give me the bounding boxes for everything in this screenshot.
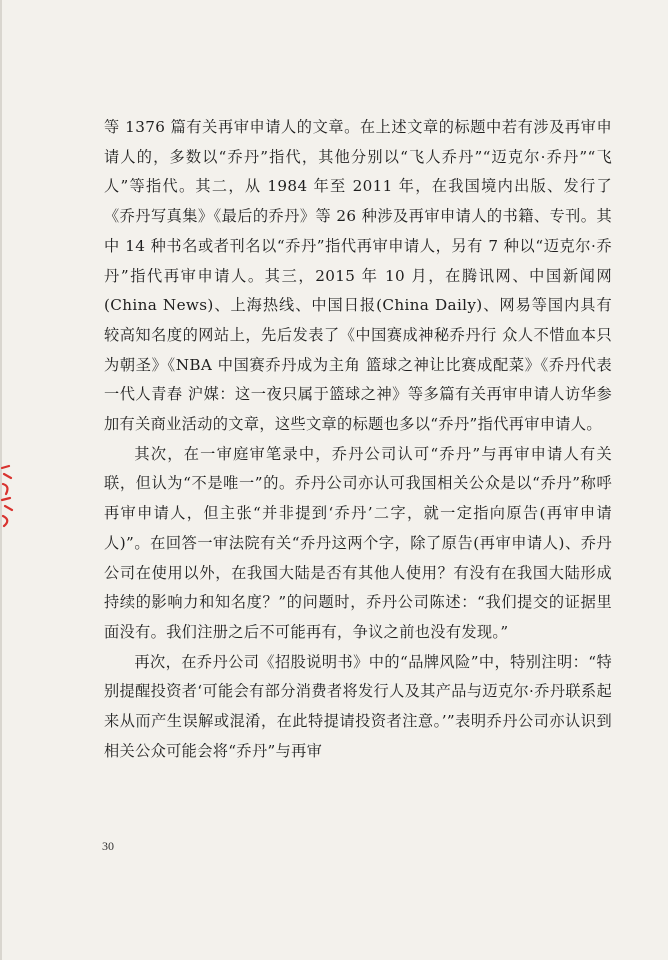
- paragraph-3: 再次，在乔丹公司《招股说明书》中的“品牌风险”中，特别注明：“特别提醒投资者‘可能会有部分消费者将发行人及其产品与迈克尔·乔丹联系起来从而产生误解或混淆，在此特提请投资者注意。’”表明乔丹公司亦认识到相关公众可能会将“乔丹”与再审: [104, 652, 612, 760]
- paragraph-1: 等 1376 篇有关再审申请人的文章。在上述文章的标题中若有涉及再审申请人的，多数以“乔丹”指代，其他分别以“飞人乔丹”“迈克尔·乔丹”“飞人”等指代。其二，从 1984 年至 2011 年，在我国境内出版、发行了《乔丹写真集》《最后的乔丹》等 26 种涉及再审申请人的书籍、专刊。其中 14 种书名或者刊名以“乔丹”指代再审申请人，另有 7 种以“迈克尔·乔丹”指代再审申请人。其三，2015 年 10 月，在腾讯网、中国新闻网(China News)、上海热线、中国日报(China Daily)、网易等国内具有较高知名度的网站上，先后发表了《中国赛成神秘乔丹行 众人不惜血本只为朝圣》《NBA 中国赛乔丹成为主角 篮球之神让比赛成配菜》《乔丹代表一代人青春 沪媒：这一夜只属于篮球之神》等多篇有关再审申请人访华参加有关商业活动的文章，这些文章的标题也多以“乔丹”指代再审申请人。: [104, 118, 612, 434]
- red-stamp-mark: [0, 462, 14, 532]
- paragraph-2: 其次，在一审庭审笔录中，乔丹公司认可“乔丹”与再审申请人有关联，但认为“不是唯一”的。乔丹公司亦认可我国相关公众是以“乔丹”称呼再审申请人，但主张“并非提到‘乔丹’二字，就一定指向原告(再审申请人)”。在回答一审法院有关“乔丹这两个字，除了原告(再审申请人)、乔丹公司在使用以外，在我国大陆是否有其他人使用？有没有在我国大陆形成持续的影响力和知名度？”的问题时，乔丹公司陈述：“我们提交的证据里面没有。我们注册之后不可能再有，争议之前也没有发现。”: [104, 444, 612, 641]
- page-number: 30: [102, 839, 114, 853]
- body-text: [104, 113, 612, 766]
